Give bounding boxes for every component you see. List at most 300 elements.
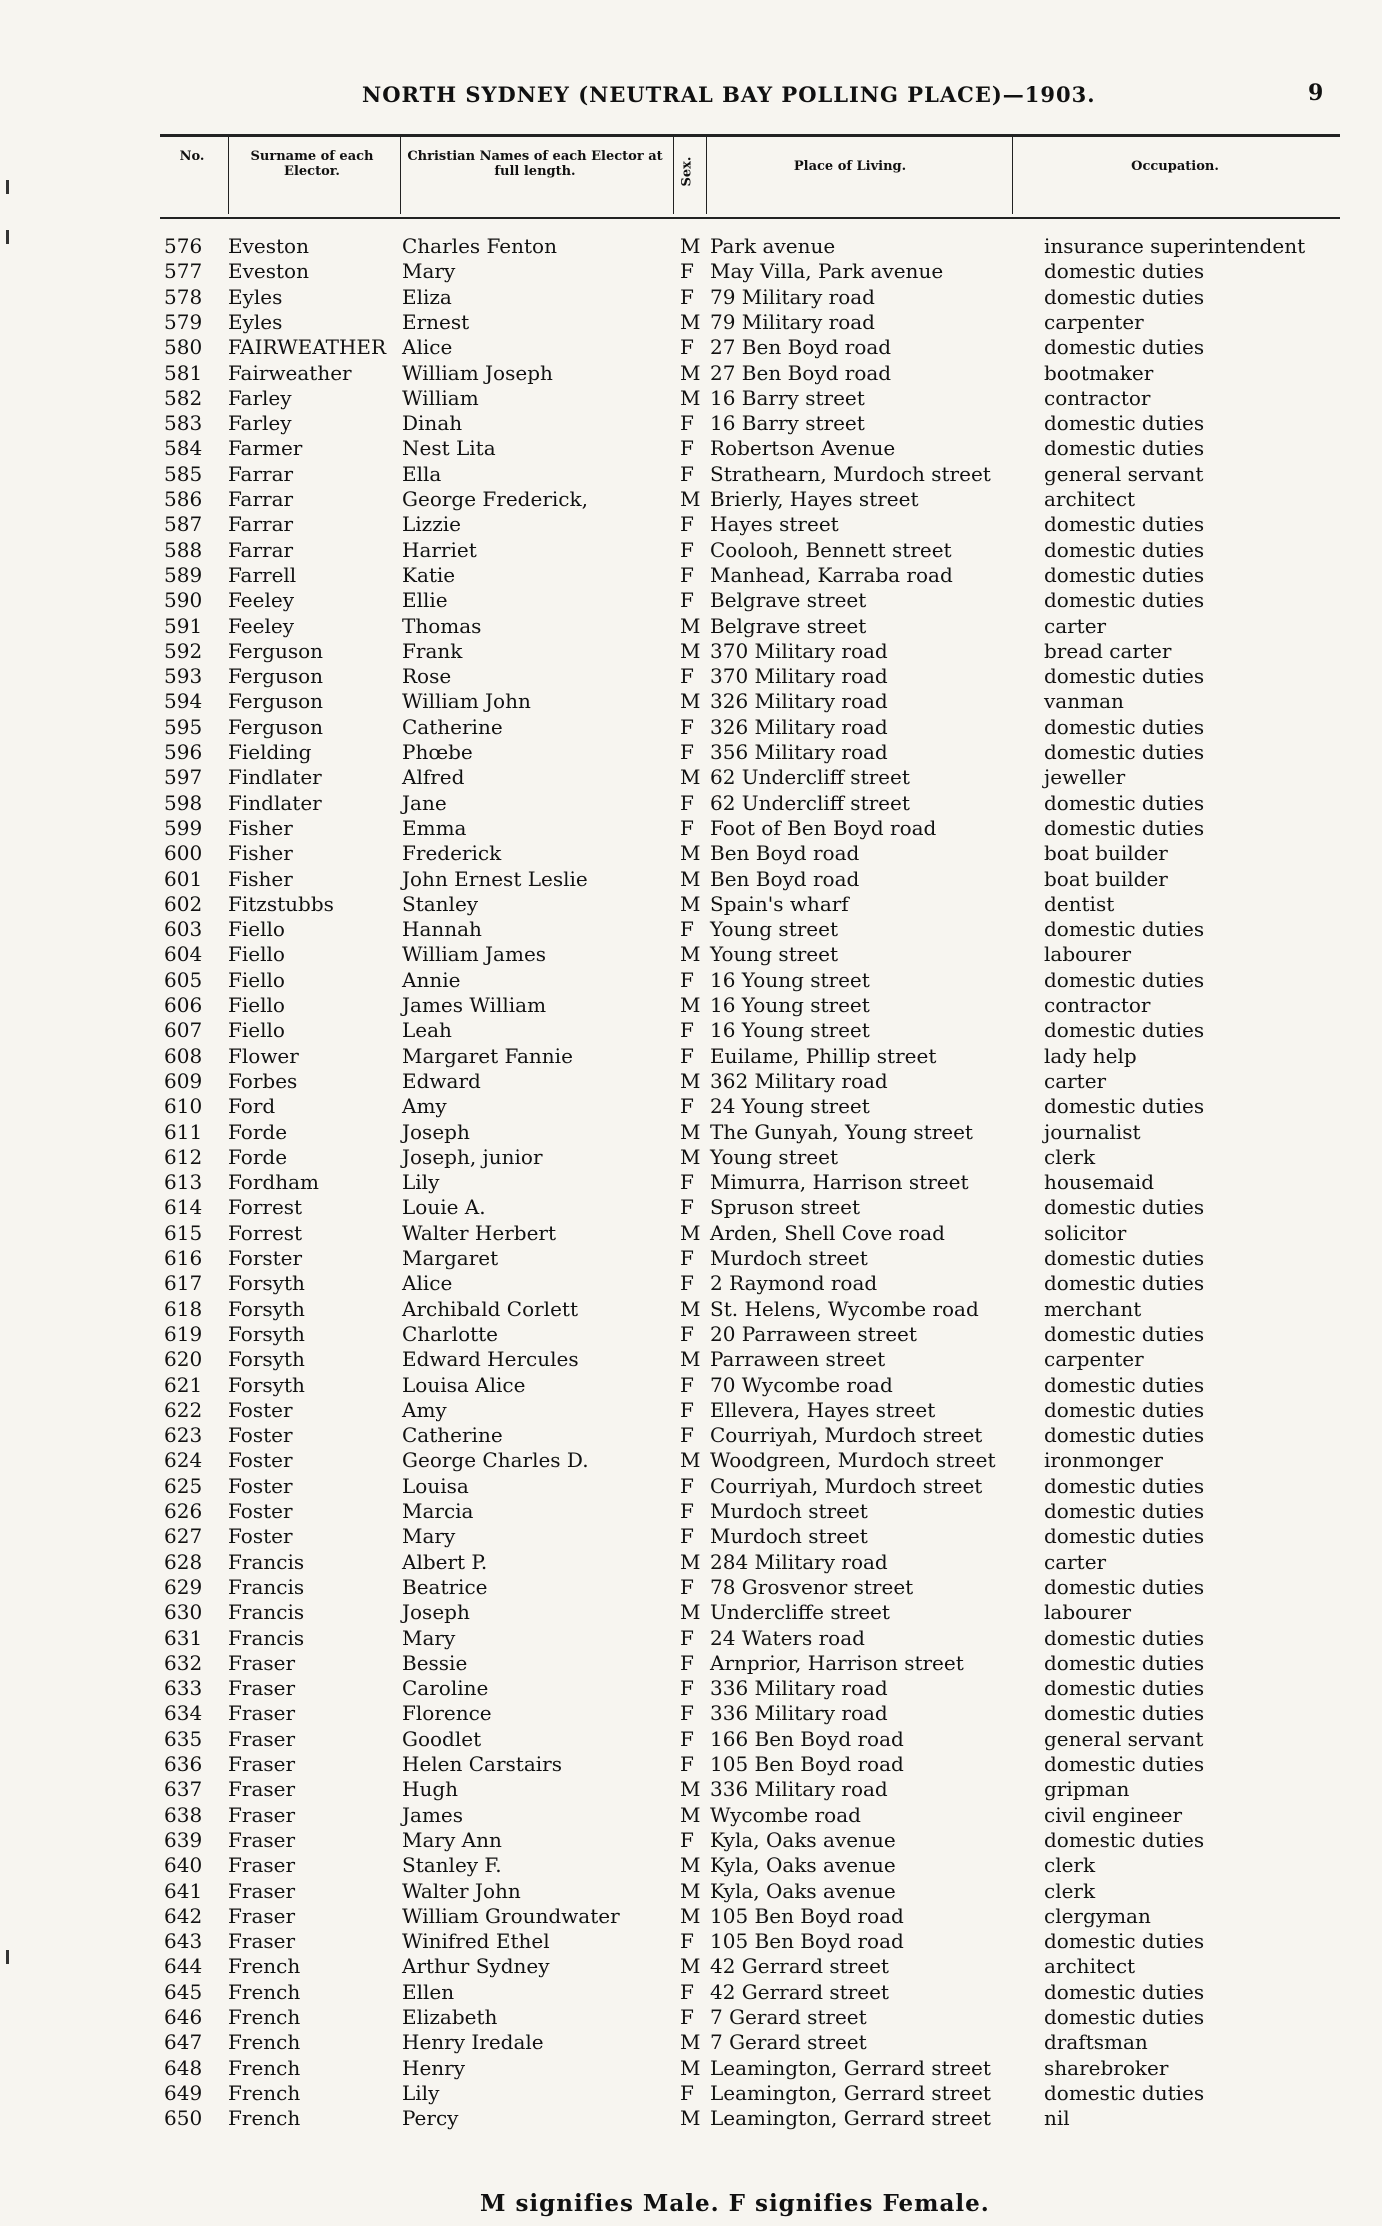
elector-surname: French [228,2055,301,2080]
table-row [0,1524,1382,1549]
elector-surname: Fraser [228,1827,296,1852]
elector-sex: M [680,866,701,891]
table-row [0,1221,1382,1246]
elector-occupation: domestic duties [1044,512,1205,537]
elector-place-of-living: Belgrave street [710,613,867,638]
elector-christian-names: Henry Iredale [402,2030,544,2055]
elector-sex: M [680,1296,701,1321]
elector-surname: Fisher [228,815,293,840]
table-row [0,1626,1382,1651]
elector-surname: Farrell [228,562,297,587]
elector-surname: Forsyth [228,1372,305,1397]
elector-surname: Forsyth [228,1321,305,1346]
elector-number: 643 [164,1929,203,1954]
elector-sex: M [680,2106,701,2131]
elector-place-of-living: 24 Waters road [710,1625,865,1650]
table-row [0,1373,1382,1398]
elector-place-of-living: Coolooh, Bennett street [710,537,952,562]
elector-christian-names: Alice [402,1271,453,1296]
table-row [0,1069,1382,1094]
elector-sex: M [680,1802,701,1827]
table-row [0,1474,1382,1499]
elector-sex: F [680,1372,694,1397]
elector-surname: Farrar [228,487,294,511]
elector-christian-names: Walter Herbert [402,1220,557,1245]
table-row [0,310,1382,335]
elector-occupation: domestic duties [1044,790,1205,815]
elector-surname: Fraser [228,1878,296,1903]
elector-number: 611 [164,1119,203,1144]
elector-occupation: carter [1044,1549,1107,1574]
table-row [0,740,1382,765]
elector-place-of-living: 105 Ben Boyd road [710,1929,904,1954]
elector-place-of-living: 7 Gerard street [710,2030,867,2055]
elector-surname: Fiello [228,942,285,967]
elector-occupation: domestic duties [1044,2005,1205,2029]
table-row [0,1752,1382,1777]
elector-surname: Fiello [228,967,285,992]
elector-occupation: domestic duties [1044,714,1205,739]
elector-number: 591 [164,613,203,638]
elector-sex: F [680,2005,694,2029]
table-row [0,1271,1382,1296]
elector-place-of-living: Young street [710,1144,838,1169]
elector-sex: M [680,1954,701,1979]
elector-surname: French [228,1954,301,1979]
table-row [0,1499,1382,1524]
elector-place-of-living: Spruson street [710,1195,861,1220]
elector-number: 596 [164,740,203,764]
elector-number: 630 [164,1600,203,1625]
table-row [0,259,1382,284]
elector-sex: F [680,1246,694,1270]
elector-sex: F [680,1752,694,1776]
elector-number: 606 [164,993,203,1017]
elector-surname: FAIRWEATHER [228,335,387,360]
table-row [0,1195,1382,1220]
elector-place-of-living: May Villa, Park avenue [710,259,944,284]
elector-occupation: domestic duties [1044,1574,1205,1599]
elector-surname: French [228,2106,301,2131]
elector-place-of-living: 166 Ben Boyd road [710,1726,904,1751]
elector-number: 593 [164,664,203,689]
elector-number: 615 [164,1220,203,1245]
elector-occupation: insurance superintendent [1044,234,1306,258]
elector-place-of-living: Kyla, Oaks avenue [710,1853,896,1878]
elector-sex: F [680,790,694,815]
elector-christian-names: Walter John [402,1878,521,1903]
elector-occupation: housemaid [1044,1170,1154,1195]
elector-surname: Ferguson [228,638,324,663]
elector-christian-names: Margaret [402,1246,499,1270]
elector-number: 605 [164,967,203,992]
margin-mark [6,180,9,194]
elector-place-of-living: Arden, Shell Cove road [710,1220,945,1245]
elector-number: 614 [164,1195,203,1220]
elector-sex: F [680,411,694,436]
elector-occupation: clergyman [1044,1903,1151,1928]
col-header-christian: Christian Names of each Elector at full length. [407,149,663,179]
elector-sex: M [680,993,701,1017]
elector-occupation: civil engineer [1044,1802,1183,1827]
elector-surname: Eyles [228,284,283,309]
table-row [0,588,1382,613]
elector-christian-names: Beatrice [402,1574,488,1599]
elector-sex: M [680,487,701,511]
elector-christian-names: Charlotte [402,1321,499,1346]
elector-place-of-living: 27 Ben Boyd road [710,360,892,385]
elector-occupation: domestic duties [1044,335,1205,360]
elector-number: 646 [164,2005,203,2029]
elector-occupation: contractor [1044,993,1151,1017]
table-row [0,462,1382,487]
elector-christian-names: Frederick [402,841,502,866]
elector-number: 619 [164,1321,203,1346]
table-row [0,512,1382,537]
table-row [0,2106,1382,2131]
column-divider [706,134,707,214]
table-row [0,1828,1382,1853]
elector-christian-names: Emma [402,815,467,840]
table-row [0,563,1382,588]
table-row [0,1297,1382,1322]
elector-christian-names: Catherine [402,1423,503,1448]
elector-occupation: domestic duties [1044,664,1205,689]
elector-occupation: domestic duties [1044,917,1205,942]
elector-surname: Farley [228,411,292,436]
elector-surname: Fordham [228,1170,319,1195]
elector-christian-names: Hugh [402,1777,459,1802]
elector-occupation: domestic duties [1044,1246,1205,1270]
elector-christian-names: Stanley F. [402,1853,502,1878]
elector-sex: F [680,1676,694,1701]
elector-surname: Ferguson [228,689,324,714]
elector-sex: M [680,841,701,866]
elector-christian-names: Joseph [402,1119,470,1144]
elector-occupation: domestic duties [1044,967,1205,992]
elector-christian-names: Archibald Corlett [402,1296,578,1321]
elector-sex: F [680,1524,694,1549]
elector-christian-names: Lily [402,1170,440,1195]
elector-surname: Fraser [228,1777,296,1802]
elector-occupation: domestic duties [1044,1650,1205,1675]
elector-number: 632 [164,1650,203,1675]
elector-number: 617 [164,1271,203,1296]
elector-surname: Fraser [228,1752,296,1776]
elector-occupation: clerk [1044,1878,1096,1903]
elector-sex: F [680,1979,694,2004]
elector-christian-names: Nest Lita [402,436,496,461]
elector-occupation: bread carter [1044,638,1172,663]
elector-number: 636 [164,1752,203,1776]
elector-number: 637 [164,1777,203,1802]
elector-surname: Francis [228,1600,305,1625]
elector-surname: Foster [228,1423,293,1448]
elector-occupation: vanman [1044,689,1124,714]
elector-surname: Farmer [228,436,303,461]
elector-number: 627 [164,1524,203,1549]
elector-number: 648 [164,2055,203,2080]
elector-occupation: domestic duties [1044,1676,1205,1701]
elector-christian-names: Eliza [402,284,452,309]
elector-occupation: boat builder [1044,866,1168,891]
elector-surname: Foster [228,1524,293,1549]
elector-sex: M [680,1600,701,1625]
elector-place-of-living: Spain's wharf [710,891,849,916]
elector-sex: M [680,2030,701,2055]
elector-sex: F [680,664,694,689]
column-divider [228,134,229,214]
table-row [0,689,1382,714]
elector-sex: M [680,891,701,916]
elector-number: 633 [164,1676,203,1701]
elector-occupation: bootmaker [1044,360,1154,385]
elector-occupation: general servant [1044,1726,1204,1751]
elector-occupation: draftsman [1044,2030,1148,2055]
elector-number: 649 [164,2080,203,2105]
elector-number: 613 [164,1170,203,1195]
table-row [0,664,1382,689]
elector-sex: F [680,1018,694,1043]
elector-place-of-living: 24 Young street [710,1094,870,1119]
elector-christian-names: Jane [402,790,447,815]
table-row [0,386,1382,411]
elector-occupation: domestic duties [1044,284,1205,309]
elector-surname: Forsyth [228,1347,305,1372]
elector-sex: F [680,436,694,461]
elector-occupation: domestic duties [1044,1397,1205,1422]
elector-number: 580 [164,335,203,360]
elector-place-of-living: Kyla, Oaks avenue [710,1878,896,1903]
elector-place-of-living: 336 Military road [710,1701,888,1726]
elector-occupation: domestic duties [1044,411,1205,436]
elector-number: 583 [164,411,203,436]
elector-christian-names: Stanley [402,891,479,916]
elector-number: 609 [164,1068,203,1093]
table-row [0,1550,1382,1575]
elector-sex: M [680,385,701,410]
elector-place-of-living: Wycombe road [710,1802,861,1827]
elector-number: 603 [164,917,203,942]
elector-sex: M [680,1777,701,1802]
elector-number: 638 [164,1802,203,1827]
elector-sex: F [680,1929,694,1954]
table-row [0,892,1382,917]
elector-occupation: domestic duties [1044,1979,1205,2004]
elector-surname: Farrar [228,537,294,562]
elector-surname: Farrar [228,461,294,486]
elector-number: 624 [164,1448,203,1473]
elector-surname: Francis [228,1574,305,1599]
elector-number: 578 [164,284,203,309]
elector-christian-names: Louie A. [402,1195,486,1220]
elector-place-of-living: 326 Military road [710,689,888,714]
table-row [0,1803,1382,1828]
elector-place-of-living: Murdoch street [710,1246,868,1270]
elector-christian-names: Annie [402,967,461,992]
elector-surname: Fairweather [228,360,352,385]
elector-surname: Foster [228,1448,293,1473]
elector-place-of-living: Murdoch street [710,1499,868,1523]
elector-surname: French [228,2080,301,2105]
table-row [0,487,1382,512]
elector-place-of-living: Ben Boyd road [710,841,860,866]
table-row [0,1879,1382,1904]
elector-place-of-living: 42 Gerrard street [710,1979,889,2004]
elector-number: 623 [164,1423,203,1448]
elector-place-of-living: 79 Military road [710,309,875,334]
elector-christian-names: Caroline [402,1676,489,1701]
elector-christian-names: John Ernest Leslie [402,866,588,891]
elector-surname: Eyles [228,309,283,334]
table-row [0,1145,1382,1170]
elector-place-of-living: The Gunyah, Young street [710,1119,973,1144]
elector-sex: F [680,917,694,942]
elector-sex: F [680,1701,694,1726]
col-header-no: No. [179,149,205,164]
table-row [0,1170,1382,1195]
elector-sex: F [680,284,694,309]
elector-occupation: domestic duties [1044,2080,1205,2105]
elector-surname: Ford [228,1094,276,1119]
elector-occupation: domestic duties [1044,1094,1205,1119]
elector-christian-names: Henry [402,2055,466,2080]
elector-occupation: domestic duties [1044,588,1205,613]
elector-place-of-living: 27 Ben Boyd road [710,335,892,360]
table-row [0,2005,1382,2030]
elector-surname: Ferguson [228,664,324,689]
elector-number: 602 [164,891,203,916]
elector-occupation: architect [1044,1954,1136,1979]
elector-surname: Ferguson [228,714,324,739]
elector-sex: F [680,1094,694,1119]
elector-surname: Forrest [228,1195,303,1220]
elector-place-of-living: Kyla, Oaks avenue [710,1827,896,1852]
elector-occupation: general servant [1044,461,1204,486]
elector-number: 640 [164,1853,203,1878]
col-header-place: Place of Living. [793,159,907,174]
elector-surname: Fraser [228,1650,296,1675]
elector-number: 645 [164,1979,203,2004]
elector-christian-names: Leah [402,1018,452,1043]
page-number: 9 [1308,80,1324,106]
elector-christian-names: Percy [402,2106,459,2131]
table-row [0,1676,1382,1701]
elector-place-of-living: 42 Gerrard street [710,1954,889,1979]
elector-number: 634 [164,1701,203,1726]
elector-number: 601 [164,866,203,891]
elector-sex: F [680,1827,694,1852]
table-row [0,639,1382,664]
elector-number: 642 [164,1903,203,1928]
elector-number: 616 [164,1246,203,1270]
elector-surname: Farrar [228,512,294,537]
column-divider [673,134,674,214]
elector-place-of-living: 16 Young street [710,1018,870,1043]
elector-surname: Francis [228,1625,305,1650]
elector-sex: F [680,537,694,562]
elector-place-of-living: Undercliffe street [710,1600,890,1625]
elector-place-of-living: 105 Ben Boyd road [710,1752,904,1776]
elector-christian-names: Mary Ann [402,1827,502,1852]
elector-place-of-living: Young street [710,917,838,942]
elector-sex: F [680,967,694,992]
elector-occupation: domestic duties [1044,1827,1205,1852]
elector-number: 604 [164,942,203,967]
elector-occupation: domestic duties [1044,562,1205,587]
elector-occupation: labourer [1044,942,1132,967]
elector-occupation: domestic duties [1044,259,1205,284]
elector-surname: Fisher [228,866,293,891]
table-row [0,715,1382,740]
elector-place-of-living: 62 Undercliff street [710,790,910,815]
table-row [0,1094,1382,1119]
table-row [0,1322,1382,1347]
margin-mark [6,1950,9,1964]
elector-place-of-living: Leamington, Gerrard street [710,2106,991,2131]
elector-sex: M [680,1068,701,1093]
table-row [0,2081,1382,2106]
elector-place-of-living: 370 Military road [710,638,888,663]
table-row [0,1701,1382,1726]
elector-place-of-living: 326 Military road [710,714,888,739]
elector-christian-names: Elizabeth [402,2005,498,2029]
elector-number: 647 [164,2030,203,2055]
elector-place-of-living: Ben Boyd road [710,866,860,891]
elector-place-of-living: 370 Military road [710,664,888,689]
table-row [0,993,1382,1018]
table-row [0,841,1382,866]
sex-legend: M signifies Male. F signifies Female. [480,2190,990,2217]
elector-place-of-living: Robertson Avenue [710,436,896,461]
elector-christian-names: Bessie [402,1650,468,1675]
elector-sex: F [680,714,694,739]
elector-number: 629 [164,1574,203,1599]
elector-christian-names: George Frederick, [402,487,588,511]
elector-surname: French [228,2005,301,2029]
elector-christian-names: Dinah [402,411,463,436]
elector-christian-names: Edward Hercules [402,1347,579,1372]
elector-sex: F [680,1625,694,1650]
elector-occupation: domestic duties [1044,1701,1205,1726]
elector-place-of-living: 16 Barry street [710,385,865,410]
elector-number: 599 [164,815,203,840]
elector-place-of-living: Leamington, Gerrard street [710,2055,991,2080]
elector-number: 579 [164,309,203,334]
table-row [0,1347,1382,1372]
elector-christian-names: Arthur Sydney [402,1954,550,1979]
elector-occupation: sharebroker [1044,2055,1169,2080]
elector-surname: Fraser [228,1929,296,1954]
column-divider [400,134,401,214]
table-row [0,1398,1382,1423]
elector-surname: Eveston [228,234,309,258]
elector-occupation: jeweller [1044,765,1126,790]
elector-sex: M [680,1144,701,1169]
elector-christian-names: Katie [402,562,456,587]
elector-number: 588 [164,537,203,562]
elector-surname: French [228,2030,301,2055]
table-row [0,234,1382,259]
elector-occupation: domestic duties [1044,1372,1205,1397]
table-header [160,134,1340,219]
elector-place-of-living: 79 Military road [710,284,875,309]
elector-christian-names: Ella [402,461,442,486]
elector-number: 621 [164,1372,203,1397]
elector-christian-names: Joseph, junior [402,1144,543,1169]
elector-occupation: domestic duties [1044,1321,1205,1346]
elector-number: 618 [164,1296,203,1321]
